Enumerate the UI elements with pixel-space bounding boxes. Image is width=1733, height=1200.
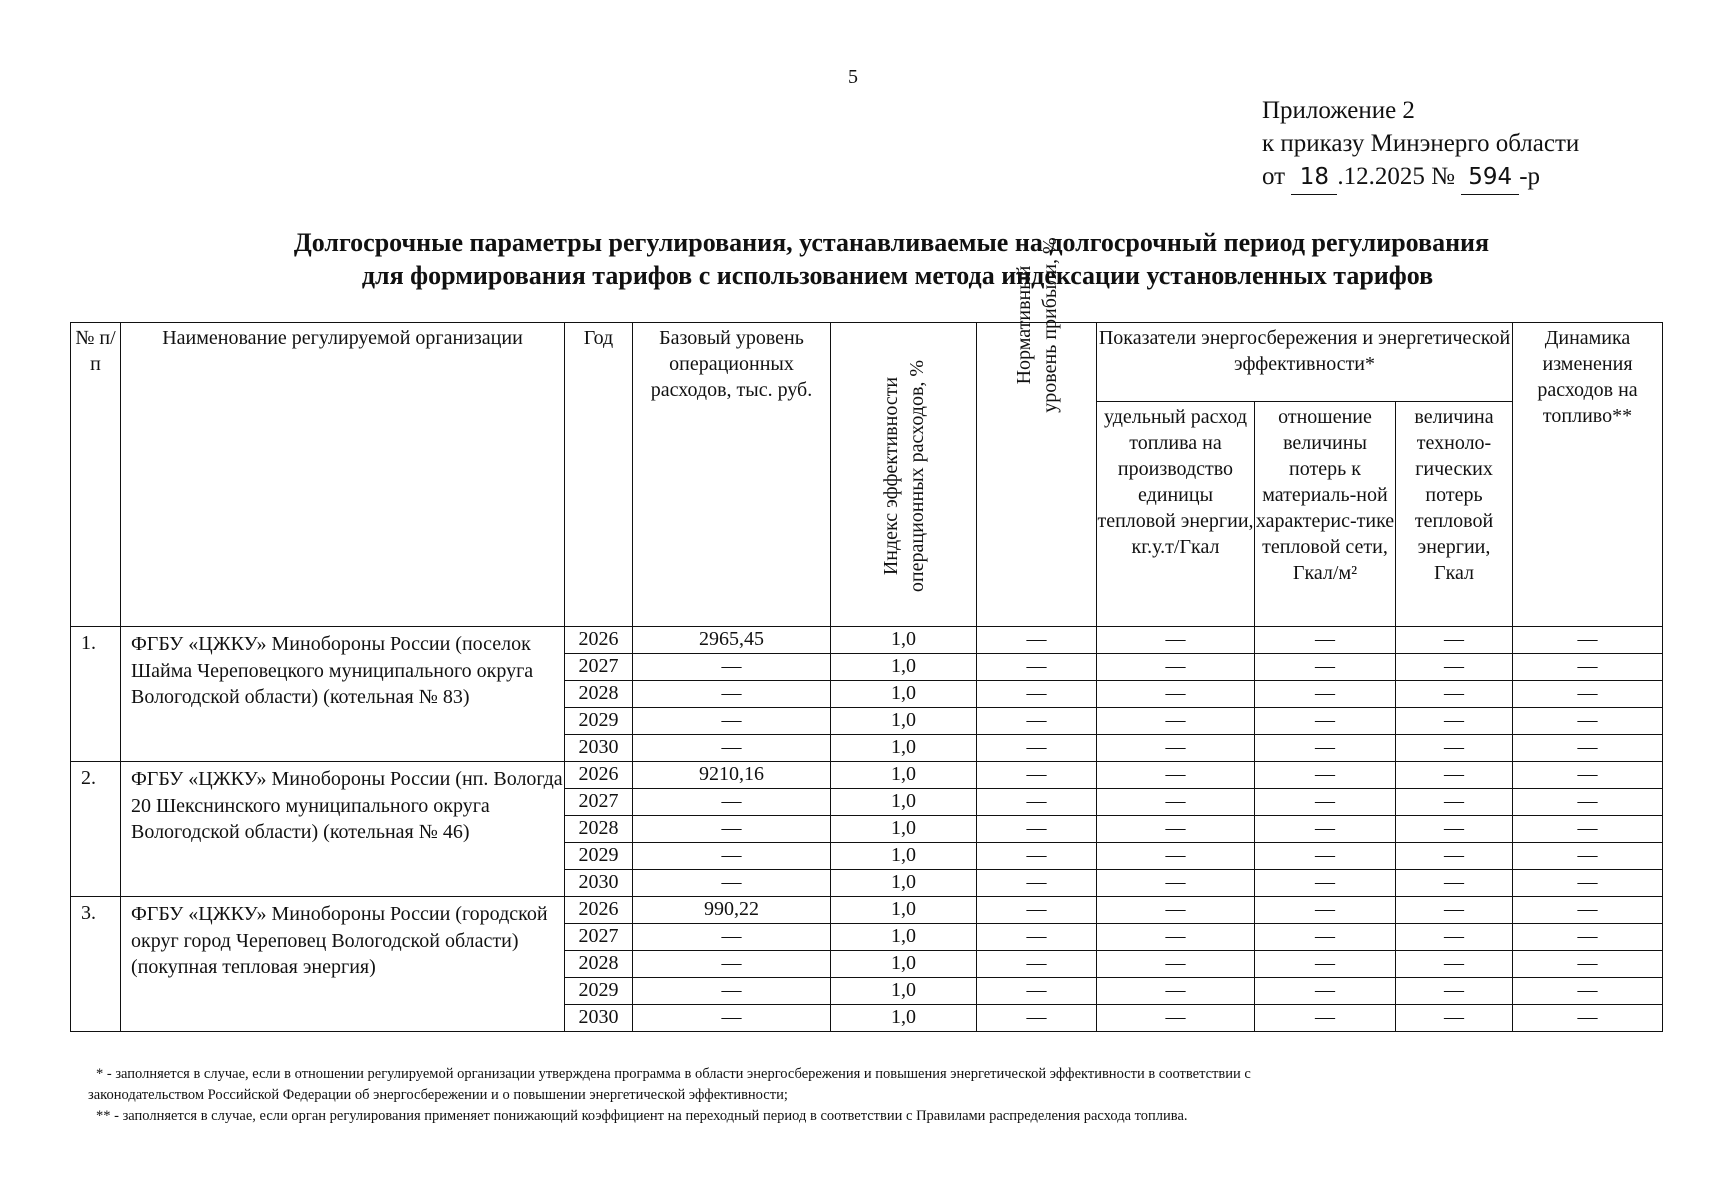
tech-losses-cell: — [1396,870,1513,897]
header-tech-losses: величина техноло-гических потерь тепловой энергии, Гкал [1396,401,1513,626]
year-cell: 2026 [565,627,633,654]
year-cell: 2026 [565,762,633,789]
organization-name: ФГБУ «ЦЖКУ» Минобороны России (поселок Шайма Череповецкого муниципального округа Вологодской области) (котельная № 83) [121,627,565,762]
year-cell: 2029 [565,708,633,735]
profit-level-cell: — [977,708,1097,735]
loss-ratio-cell: — [1255,843,1396,870]
fuel-dynamics-cell: — [1513,978,1663,1005]
table-row [71,762,1663,789]
tech-losses-cell: — [1396,843,1513,870]
profit-level-cell: — [977,924,1097,951]
year-cell: 2028 [565,816,633,843]
efficiency-index-cell: 1,0 [831,654,977,681]
fuel-consumption-cell: — [1097,654,1255,681]
base-level-cell: — [633,924,831,951]
fuel-consumption-cell: — [1097,735,1255,762]
year-cell: 2027 [565,654,633,681]
loss-ratio-cell: — [1255,951,1396,978]
appendix-suffix: -р [1519,163,1541,190]
tech-losses-cell: — [1396,951,1513,978]
tech-losses-cell: — [1396,735,1513,762]
organization-name: ФГБУ «ЦЖКУ» Минобороны России (нп. Вологда 20 Шекснинского муниципального округа Вологодской области) (котельная № 46) [121,762,565,897]
profit-level-cell: — [977,762,1097,789]
fuel-dynamics-cell: — [1513,789,1663,816]
loss-ratio-cell: — [1255,924,1396,951]
base-level-cell: — [633,843,831,870]
tech-losses-cell: — [1396,978,1513,1005]
profit-level-cell: — [977,789,1097,816]
fuel-consumption-cell: — [1097,816,1255,843]
base-level-cell: — [633,708,831,735]
year-cell: 2030 [565,1005,633,1032]
profit-level-cell: — [977,978,1097,1005]
profit-level-cell: — [977,654,1097,681]
document-title [0,226,1733,292]
efficiency-index-cell: 1,0 [831,924,977,951]
header-num: № п/п [71,323,121,627]
fuel-consumption-cell: — [1097,1005,1255,1032]
handwritten-day: 18 [1291,161,1337,195]
header-profit-level: Нормативный уровень прибыли, % [977,323,1097,627]
year-cell: 2030 [565,735,633,762]
profit-level-cell: — [977,816,1097,843]
header-fuel-consumption: удельный расход топлива на производство единицы тепловой энергии, кг.у.т/Гкал [1097,401,1255,626]
profit-level-cell: — [977,735,1097,762]
header-base-level: Базовый уровень операционных расходов, тыс. руб. [633,323,831,627]
base-level-cell: — [633,951,831,978]
profit-level-cell: — [977,627,1097,654]
loss-ratio-cell: — [1255,870,1396,897]
fuel-dynamics-cell: — [1513,897,1663,924]
fuel-dynamics-cell: — [1513,681,1663,708]
appendix-header [1262,94,1579,195]
base-level-cell: — [633,870,831,897]
base-level-cell: — [633,816,831,843]
base-level-cell: — [633,735,831,762]
header-energy-indicators: Показатели энергосбережения и энергетической эффективности* [1097,323,1513,402]
footnote-1-line-1: * - заполняется в случае, если в отношении регулируемой организации утверждена программа в области энергосбережения и повышения энергетической эффективности в соответствии с [96,1066,1251,1082]
loss-ratio-cell: — [1255,1005,1396,1032]
loss-ratio-cell: — [1255,816,1396,843]
loss-ratio-cell: — [1255,897,1396,924]
base-level-cell: — [633,654,831,681]
footnotes [88,1064,1656,1127]
fuel-consumption-cell: — [1097,978,1255,1005]
fuel-dynamics-cell: — [1513,1005,1663,1032]
title-line-2: для формирования тарифов с использованием метода индексации установленных тарифов [361,261,1434,290]
loss-ratio-cell: — [1255,708,1396,735]
tech-losses-cell: — [1396,681,1513,708]
fuel-dynamics-cell: — [1513,870,1663,897]
fuel-dynamics-cell: — [1513,924,1663,951]
table-row [71,627,1663,654]
fuel-consumption-cell: — [1097,762,1255,789]
fuel-consumption-cell: — [1097,681,1255,708]
fuel-dynamics-cell: — [1513,843,1663,870]
year-cell: 2030 [565,870,633,897]
profit-level-cell: — [977,1005,1097,1032]
year-cell: 2026 [565,897,633,924]
efficiency-index-cell: 1,0 [831,897,977,924]
efficiency-index-cell: 1,0 [831,951,977,978]
fuel-consumption-cell: — [1097,870,1255,897]
efficiency-index-cell: 1,0 [831,708,977,735]
tech-losses-cell: — [1396,897,1513,924]
row-number: 1. [71,627,121,762]
efficiency-index-cell: 1,0 [831,762,977,789]
title-line-1: Долгосрочные параметры регулирования, устанавливаемые на долгосрочный период регулирования [293,228,1490,257]
row-number: 2. [71,762,121,897]
fuel-consumption-cell: — [1097,897,1255,924]
efficiency-index-cell: 1,0 [831,681,977,708]
header-efficiency-index: Индекс эффективности операционных расходов, % [831,323,977,627]
loss-ratio-cell: — [1255,681,1396,708]
header-year: Год [565,323,633,627]
header-fuel-dynamics: Динамика изменения расходов на топливо** [1513,323,1663,627]
base-level-cell: 2965,45 [633,627,831,654]
base-level-cell: — [633,681,831,708]
fuel-consumption-cell: — [1097,951,1255,978]
tech-losses-cell: — [1396,654,1513,681]
year-cell: 2027 [565,924,633,951]
base-level-cell: — [633,1005,831,1032]
tech-losses-cell: — [1396,789,1513,816]
loss-ratio-cell: — [1255,762,1396,789]
profit-level-cell: — [977,951,1097,978]
efficiency-index-cell: 1,0 [831,870,977,897]
profit-level-cell: — [977,681,1097,708]
year-cell: 2029 [565,843,633,870]
year-cell: 2029 [565,978,633,1005]
table-row [71,897,1663,924]
appendix-from: от [1262,163,1286,190]
tech-losses-cell: — [1396,627,1513,654]
fuel-dynamics-cell: — [1513,951,1663,978]
fuel-dynamics-cell: — [1513,762,1663,789]
header-org: Наименование регулируемой организации [121,323,565,627]
efficiency-index-cell: 1,0 [831,816,977,843]
profit-level-cell: — [977,897,1097,924]
efficiency-index-cell: 1,0 [831,627,977,654]
efficiency-index-cell: 1,0 [831,735,977,762]
base-level-cell: — [633,789,831,816]
appendix-line-1: Приложение 2 [1262,97,1415,124]
appendix-line-2: к приказу Минэнерго области [1262,130,1580,157]
fuel-dynamics-cell: — [1513,816,1663,843]
footnote-2: ** - заполняется в случае, если орган регулирования применяет понижающий коэффициент на переходный период в соответствии с Правилами распределения расхода топлива. [96,1108,1188,1124]
efficiency-index-cell: 1,0 [831,789,977,816]
tech-losses-cell: — [1396,708,1513,735]
efficiency-index-cell: 1,0 [831,1005,977,1032]
organization-name: ФГБУ «ЦЖКУ» Минобороны России (городской округ город Череповец Вологодской области) (покупная тепловая энергия) [121,897,565,1032]
fuel-dynamics-cell: — [1513,735,1663,762]
fuel-consumption-cell: — [1097,924,1255,951]
fuel-dynamics-cell: — [1513,708,1663,735]
efficiency-index-cell: 1,0 [831,843,977,870]
profit-level-cell: — [977,870,1097,897]
header-loss-ratio: отношение величины потерь к материаль-ной характерис-тике тепловой сети, Гкал/м² [1255,401,1396,626]
base-level-cell: 990,22 [633,897,831,924]
loss-ratio-cell: — [1255,789,1396,816]
footnote-1-line-2: законодательством Российской Федерации об энергосбережении и о повышении энергетической эффективности; [88,1087,788,1103]
tech-losses-cell: — [1396,924,1513,951]
page-number: 5 [848,66,858,88]
base-level-cell: — [633,978,831,1005]
handwritten-order-number: 594 [1461,161,1519,195]
row-number: 3. [71,897,121,1032]
fuel-consumption-cell: — [1097,843,1255,870]
efficiency-index-cell: 1,0 [831,978,977,1005]
year-cell: 2028 [565,681,633,708]
loss-ratio-cell: — [1255,627,1396,654]
appendix-line-3 [1262,160,1579,195]
fuel-consumption-cell: — [1097,627,1255,654]
year-cell: 2027 [565,789,633,816]
fuel-consumption-cell: — [1097,789,1255,816]
loss-ratio-cell: — [1255,735,1396,762]
tech-losses-cell: — [1396,762,1513,789]
tech-losses-cell: — [1396,1005,1513,1032]
tech-losses-cell: — [1396,816,1513,843]
loss-ratio-cell: — [1255,978,1396,1005]
loss-ratio-cell: — [1255,654,1396,681]
fuel-dynamics-cell: — [1513,627,1663,654]
fuel-dynamics-cell: — [1513,654,1663,681]
appendix-date: .12.2025 № [1337,163,1455,190]
year-cell: 2028 [565,951,633,978]
fuel-consumption-cell: — [1097,708,1255,735]
profit-level-cell: — [977,843,1097,870]
base-level-cell: 9210,16 [633,762,831,789]
